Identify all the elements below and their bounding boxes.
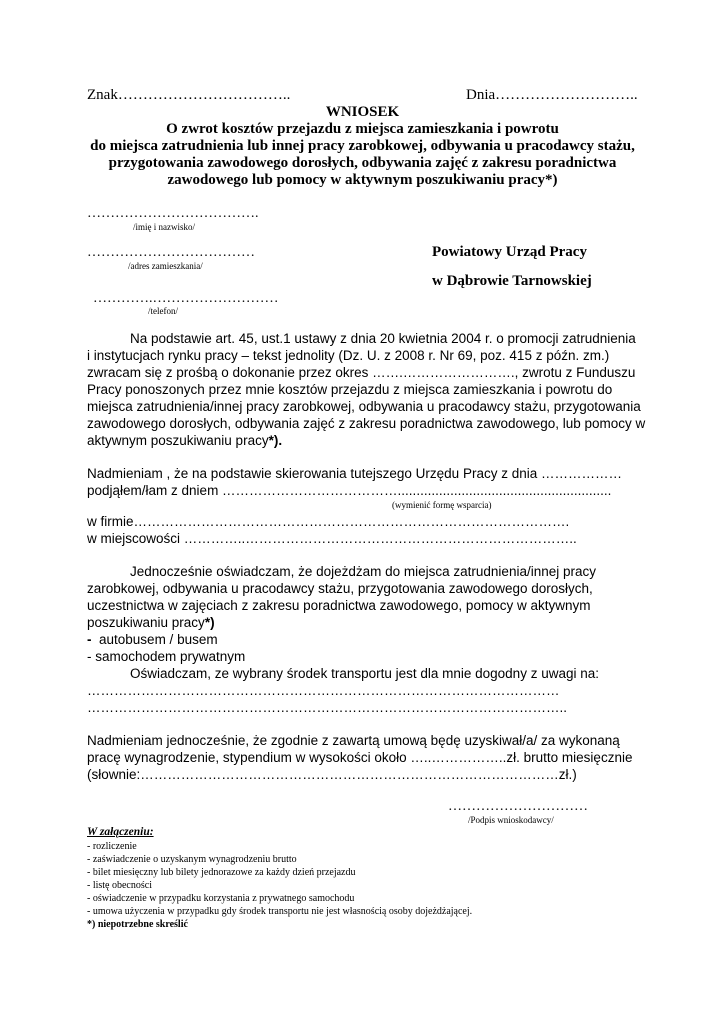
subtitle-line-2: do miejsca zatrudnienia lub innej pracy zarobkowej, odbywania u pracodawcy stażu, xyxy=(90,138,635,154)
para2-line-1: Nadmieniam , że na podstawie skierowania tutejszego Urzędu Pracy z dnia ……………… xyxy=(87,466,622,481)
para1-line-3: zwracam się z prośbą o dokonanie przez okres …….……………………., zwrotu z Funduszu xyxy=(87,365,636,380)
attachment-item: - oświadczenie w przypadku korzystania z prywatnego samochodu xyxy=(87,893,355,904)
document-title: WNIOSEK xyxy=(325,104,400,120)
name-label: /imię i nazwisko/ xyxy=(133,222,195,232)
attachments-heading: W załączeniu: xyxy=(87,826,154,838)
phone-label: /telefon/ xyxy=(148,306,178,316)
footnote: *) niepotrzebne skreślić xyxy=(87,919,188,930)
address-label: /adres zamieszkania/ xyxy=(128,261,203,271)
para4-line-2: pracę wynagrodzenie, stypendium w wysokości około …..……………..zł. brutto miesięcznie xyxy=(87,750,633,765)
name-dots: ………………………………. xyxy=(87,206,259,221)
para1-line-5: miejsca zatrudnienia/innej pracy zarobkowej, odbywania u pracodawcy stażu, przygotowania xyxy=(87,399,641,414)
para4-line-3: (słownie:…………………………………………………………………………………zł.) xyxy=(87,767,577,782)
signature-dots: ………………………… xyxy=(448,799,588,814)
recipient-line-2: w Dąbrowie Tarnowskiej xyxy=(432,273,592,289)
para3-footnote-mark: *) xyxy=(204,615,215,630)
para1-line-2: i instytucjach rynku pracy – tekst jednolity (Dz. U. z 2008 r. Nr 69, poz. 415 z późn. zm.) xyxy=(87,348,610,363)
para3-line-3: uczestnictwa w zajęciach z zakresu poradnictwa zawodowego, pomocy w aktywnym xyxy=(87,598,591,613)
place-line: w miejscowości …………..……………………………………………………………….. xyxy=(87,531,577,546)
subtitle-line-4: zawodowego lub pomocy w aktywnym poszukiwaniu pracy*) xyxy=(167,172,558,188)
subtitle-line-3: przygotowania zawodowego dorosłych, odbywania zajęć z zakresu poradnictwa xyxy=(108,155,617,171)
transport-reason-dots-2: …………………………………………………………………………………………….. xyxy=(87,700,568,715)
subtitle-line-1: O zwrot kosztów przejazdu z miejsca zamieszkania i powrotu xyxy=(166,121,559,137)
para3-line-4: poszukiwaniu pracy*) xyxy=(87,615,215,630)
phone-dots: ………….……………………… xyxy=(93,291,279,306)
attachment-item: - zaświadczenie o uzyskanym wynagrodzeniu brutto xyxy=(87,854,297,865)
firm-line: w firmie……………………………………………………………………………………. xyxy=(87,514,570,529)
attachment-item: - bilet miesięczny lub bilety jednorazowe za każdy dzień przejazdu xyxy=(87,867,356,878)
transport-option-bus: - autobusem / busem xyxy=(87,632,218,647)
para3-line-2: zarobkowej, odbywania u pracodawcy stażu, przygotowania zawodowego dorosłych, xyxy=(87,581,593,596)
attachment-item: - listę obecności xyxy=(87,880,152,891)
support-form-label: (wymienić formę wsparcia) xyxy=(392,500,492,510)
attachment-item: - rozliczenie xyxy=(87,841,137,852)
recipient-line-1: Powiatowy Urząd Pracy xyxy=(432,244,587,260)
para1-line-1: Na podstawie art. 45, ust.1 ustawy z dnia 20 kwietnia 2004 r. o promocji zatrudnienia xyxy=(130,331,636,346)
date-field: Dnia……………………….. xyxy=(466,87,638,103)
signature-label: /Podpis wnioskodawcy/ xyxy=(468,815,554,825)
para3-line-1: Jednocześnie oświadczam, że dojeżdżam do miejsca zatrudnienia/innej pracy xyxy=(130,564,596,579)
sign-field: Znak…………………………….. xyxy=(87,87,291,103)
para1-line-7: aktywnym poszukiwaniu pracy*). xyxy=(87,433,283,448)
para1-footnote-mark: *). xyxy=(268,433,283,448)
transport-option-car: - samochodem prywatnym xyxy=(87,649,246,664)
para1-line-6: zawodowego dorosłych, odbywania zajęć z zakresu poradnictwa zawodowego, lub pomocy w xyxy=(87,416,646,431)
address-dots: ……………………………… xyxy=(87,245,255,260)
attachment-item: - umowa użyczenia w przypadku gdy środek transportu nie jest własnością osoby dojeżdżającej. xyxy=(87,906,473,917)
transport-statement: Oświadczam, ze wybrany środek transportu jest dla mnie dogodny z uwagi na: xyxy=(130,666,599,681)
para2-line-2: podjąłem/łam z dniem …………………………………......................................................... xyxy=(87,483,612,498)
transport-reason-dots-1: …………………………………………………………………………………………… xyxy=(87,683,560,698)
para1-line-4: Pracy ponoszonych przez mnie kosztów przejazdu z miejsca zamieszkania i powrotu do xyxy=(87,382,613,397)
option-dash: - xyxy=(87,632,92,647)
para4-line-1: Nadmieniam jednocześnie, że zgodnie z zawartą umową będę uzyskiwał/a/ za wykonaną xyxy=(87,733,620,748)
